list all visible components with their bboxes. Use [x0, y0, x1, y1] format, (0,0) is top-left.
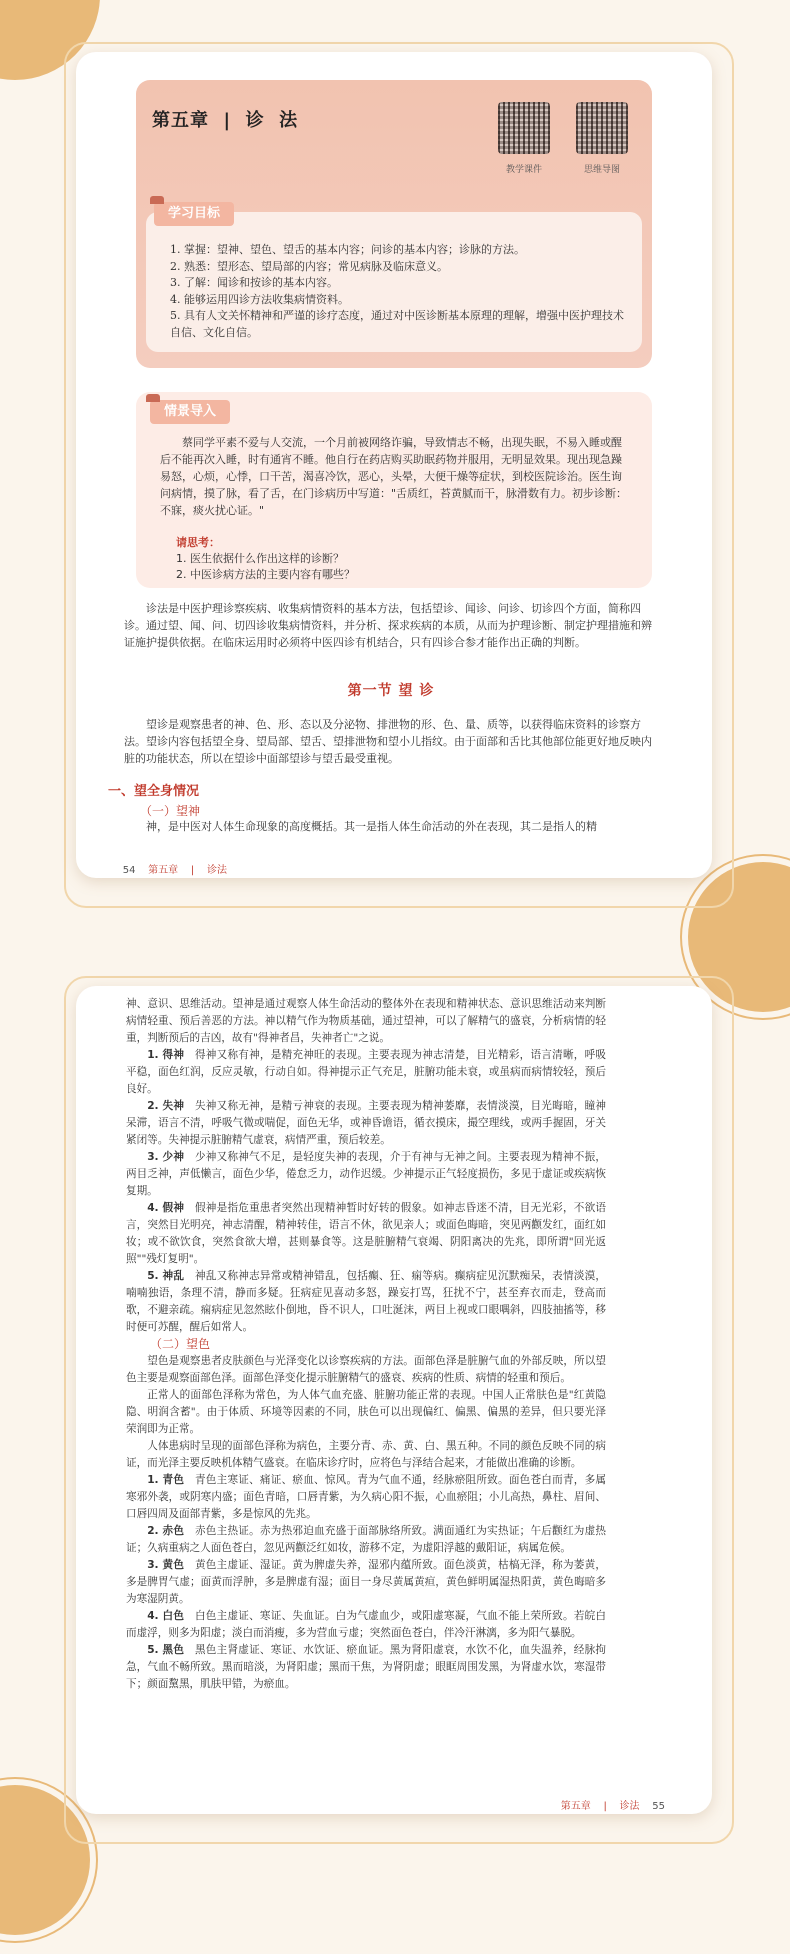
paragraph-desheng [126, 1047, 606, 1098]
paragraph-shenluan [126, 1268, 606, 1336]
learning-goals-box [146, 206, 642, 352]
item-text: 赤色主热证。赤为热邪迫血充盛于面部脉络所致。满面通红为实热证；午后颧红为虚热证；久病重病之人面色苍白，忽见两颧泛红如妆，游移不定，为虚阳浮越的戴阳证，病属危候。 [126, 1525, 607, 1554]
qr-code-mindmap[interactable] [576, 102, 628, 154]
page-54 [76, 52, 712, 878]
qr-label-mindmap: 思维导图 [583, 165, 620, 175]
footer-separator: | [603, 1801, 607, 1812]
paragraph-bai [126, 1608, 606, 1642]
think-questions [176, 551, 355, 583]
goal-item: 2. 熟悉：望形态、望局部的内容；常见病脉及临床意义。 [170, 259, 448, 273]
page-number: 54 [122, 865, 136, 876]
paragraph-huang [126, 1557, 606, 1608]
paragraph-jiashen [126, 1200, 606, 1268]
goal-item: 4. 能够运用四诊方法收集病情资料。 [170, 292, 349, 306]
paragraph-shishen [126, 1098, 606, 1149]
item-text: 失神又称无神，是精亏神衰的表现。主要表现为精神萎靡，表情淡漠，目光晦暗，瞳神呆滞，语言不清，呼吸气微或喘促，面色无华，或神昏谵语，循衣摸床，撮空理线，或两手握固，牙关紧闭等。失神提示脏腑精气虚衰，病情严重，预后较差。 [126, 1100, 607, 1146]
footer-title: 诊法 [619, 1801, 640, 1812]
page-footer-54 [110, 850, 227, 878]
item-text: 假神是指危重患者突然出现精神暂时好转的假象。如神志昏迷不清，目无光彩，不欲语言，突然目光明亮，神志清醒，精神转佳，语言不休，欲见亲人；或面色晦暗，突见两颧发红，面红如妆；或不欲饮食，突然食欲大增，甚则暴食等。这是脏腑精气衰竭、阴阳离决的先兆，即所谓"回光返照""残灯复明"。 [126, 1202, 607, 1265]
item-text: 黄色主虚证、湿证。黄为脾虚失养，湿邪内蕴所致。面色淡黄，枯槁无泽，称为萎黄，多是脾胃气虚；面黄而浮肿，多是脾虚有湿；面目一身尽黄属黄疸，黄色鲜明属湿热阳黄，黄色晦暗多为寒湿阴黄。 [126, 1559, 607, 1605]
item-text: 黑色主肾虚证、寒证、水饮证、瘀血证。黑为肾阳虚衰，水饮不化，血失温养，经脉拘急，气血不畅所致。黑而暗淡，为肾阳虚；黑而干焦，为肾阴虚；眼眶周围发黑，为肾虚水饮，寒湿带下；颜面黧黑，肌肤甲错，为瘀血。 [126, 1644, 607, 1690]
item-heading: 2. 赤色 [147, 1525, 185, 1537]
item-text: 得神又称有神，是精充神旺的表现。主要表现为神志清楚，目光精彩，语言清晰，呼吸平稳，面色红润，反应灵敏，行动自如。得神提示正气充足，脏腑功能未衰，或虽病而病情较轻，预后良好。 [126, 1049, 607, 1095]
heading-level2: （一）望神 [140, 804, 201, 818]
item-text: 青色主寒证、痛证、瘀血、惊风。青为气血不通，经脉瘀阻所致。面色苍白而青，多属寒邪外袭，或阴寒内盛；面色青暗，口唇青紫，为久病心阳不振，心血瘀阻；小儿高热，鼻柱、眉间、口唇四周及面部青紫，多是惊风的先兆。 [126, 1474, 607, 1520]
scene-intro-text: 蔡同学平素不爱与人交流，一个月前被网络诈骗，导致情志不畅，出现失眠，不易入睡或醒后不能再次入睡，时有通宵不睡。他自行在药店购买助眠药物并服用，无明显效果。现出现急躁易怒，心烦，心悸，口干苦，渴喜冷饮，恶心，头晕，大便干燥等症状，到校医院诊治。医生询问病情，摸了脉，看了舌，在门诊病历中写道："舌质红，苔黄腻而干，脉滑数有力。初步诊断：不寐，痰火扰心证。" [160, 436, 628, 517]
paragraph: 神、意识、思维活动。望神是通过观察人体生命活动的整体外在表现和精神状态、意识思维活动来判断病情轻重、预后善恶的方法。神以精气作为物质基础，通过望神，可以了解精气的盛衰，分析病情的轻重，判断预后的吉凶，故有"得神者昌，失神者亡"之说。 [126, 998, 606, 1044]
body-last-line: 神，是中医对人体生命现象的高度概括。其一是指人体生命活动的外在表现，其二是指人的精 [146, 820, 597, 833]
chapter-intro-paragraph: 诊法是中医护理诊察疾病、收集病情资料的基本方法，包括望诊、闻诊、问诊、切诊四个方面，简称四诊。通过望、闻、问、切四诊收集病情资料，并分析、探求疾病的本质，从而为护理诊断、制定护理措施和辨证施护提供依据。在临床运用时必须将中医四诊有机结合，只有四诊合参才能作出正确的判断。 [124, 602, 652, 649]
item-heading: 3. 黄色 [147, 1559, 185, 1571]
footer-chapter: 第五章 [148, 865, 179, 876]
section-intro-paragraph: 望诊是观察患者的神、色、形、态以及分泌物、排泄物的形、色、量、质等，以获得临床资料的诊察方法。望诊内容包括望全身、望局部、望舌、望排泄物和望小儿指纹。由于面部和舌比其他部位能更好地反映内脏的功能状态，所以在望诊中面部望诊与望舌最受重视。 [124, 718, 652, 765]
goal-item: 5. 具有人文关怀精神和严谨的诊疗态度，通过对中医诊断基本原理的理解，增强中医护理技术自信、文化自信。 [170, 309, 624, 339]
item-heading: 4. 假神 [147, 1202, 185, 1214]
item-text: 神乱又称神志异常或精神错乱，包括癫、狂、痫等病。癫病症见沉默痴呆，表情淡漠，喃喃独语，条理不清，静而多疑。狂病症见喜动多怒，躁妄打骂，狂扰不宁，甚至弃衣而走，登高而歌，不避亲疏。痫病症见忽然眩仆倒地，昏不识人，口吐涎沫，两目上视或口眼喁斜，四肢抽搐等，移时便可苏醒，醒后如常人。 [126, 1270, 607, 1333]
footer-separator: | [190, 865, 195, 876]
footer-chapter: 第五章 [560, 1801, 591, 1812]
paragraph-hei [126, 1642, 606, 1693]
paragraph: 正常人的面部色泽称为常色，为人体气血充盛、脏腑功能正常的表现。中国人正常肤色是"红黄隐隐、明润含蓄"。由于体质、环境等因素的不同，肤色可以出现偏红、偏黑、偏黑的差异，但只要光泽荣润即为正常。 [126, 1389, 606, 1435]
page-number: 55 [652, 1801, 665, 1812]
question-item: 1. 医生依据什么作出这样的诊断？ [176, 552, 344, 565]
item-heading: 5. 黑色 [147, 1644, 185, 1656]
footer-title: 诊法 [206, 865, 227, 876]
chapter-title: 第五章 | 诊 法 [152, 110, 299, 131]
paragraph-chi [126, 1523, 606, 1557]
goal-item: 1. 掌握：望神、望色、望舌的基本内容；问诊的基本内容；诊脉的方法。 [170, 243, 525, 256]
section-title: 第一节 望 诊 [347, 683, 435, 699]
goal-item: 3. 了解：闻诊和按诊的基本内容。 [170, 276, 338, 289]
paragraph: 望色是观察患者皮肤颜色与光泽变化以诊察疾病的方法。面部色泽是脏腑气血的外部反映，所以望色主要是观察面部色泽。面部色泽变化提示脏腑精气的盛衰、疾病的性质、病情的轻重和预后。 [126, 1355, 606, 1384]
item-heading: 1. 青色 [147, 1474, 185, 1486]
qr-label-courseware: 教学课件 [505, 165, 542, 175]
page55-body [126, 996, 606, 1693]
chapter-header [136, 80, 652, 368]
learning-goals-tag: 学习目标 [154, 202, 234, 226]
question-item: 2. 中医诊病方法的主要内容有哪些？ [176, 568, 355, 581]
learning-goals-list [170, 242, 630, 341]
item-heading: 4. 白色 [147, 1610, 185, 1622]
page-55 [76, 986, 712, 1814]
item-heading: 5. 神乱 [147, 1270, 185, 1282]
paragraph: 人体患病时呈现的面部色泽称为病色，主要分青、赤、黄、白、黑五种。不同的颜色反映不同的病证，而光泽主要反映机体精气盛衰。在临床诊疗时，应将色与泽结合起来，才能做出准确的诊断。 [126, 1440, 606, 1469]
item-heading: 1. 得神 [147, 1049, 185, 1061]
think-heading: 请思考： [176, 536, 220, 549]
item-heading: 3. 少神 [147, 1151, 185, 1163]
heading-level1: 一、望全身情况 [108, 784, 200, 799]
paragraph-shaoshen [126, 1149, 606, 1200]
item-text: 白色主虚证、寒证、失血证。白为气虚血少，或阳虚寒凝，气血不能上荣所致。若皖白而虚浮，则多为阳虚；淡白而消瘦，多为营血亏虚；突然面色苍白，伴冷汗淋漓，多为阳气暴脱。 [126, 1610, 607, 1639]
scene-intro-tag: 情景导入 [150, 400, 230, 424]
scene-intro-box [136, 392, 652, 588]
page-footer-55 [548, 1786, 665, 1814]
paragraph-qing [126, 1472, 606, 1523]
qr-code-courseware[interactable] [498, 102, 550, 154]
item-heading: 2. 失神 [147, 1100, 185, 1112]
heading-level2: （二）望色 [150, 1337, 211, 1351]
item-text: 少神又称神气不足，是轻度失神的表现，介于有神与无神之间。主要表现为精神不振，两目乏神，声低懒言，面色少华，倦怠乏力，动作迟缓。少神提示正气轻度损伤，多见于虚证或疾病恢复期。 [126, 1151, 607, 1197]
